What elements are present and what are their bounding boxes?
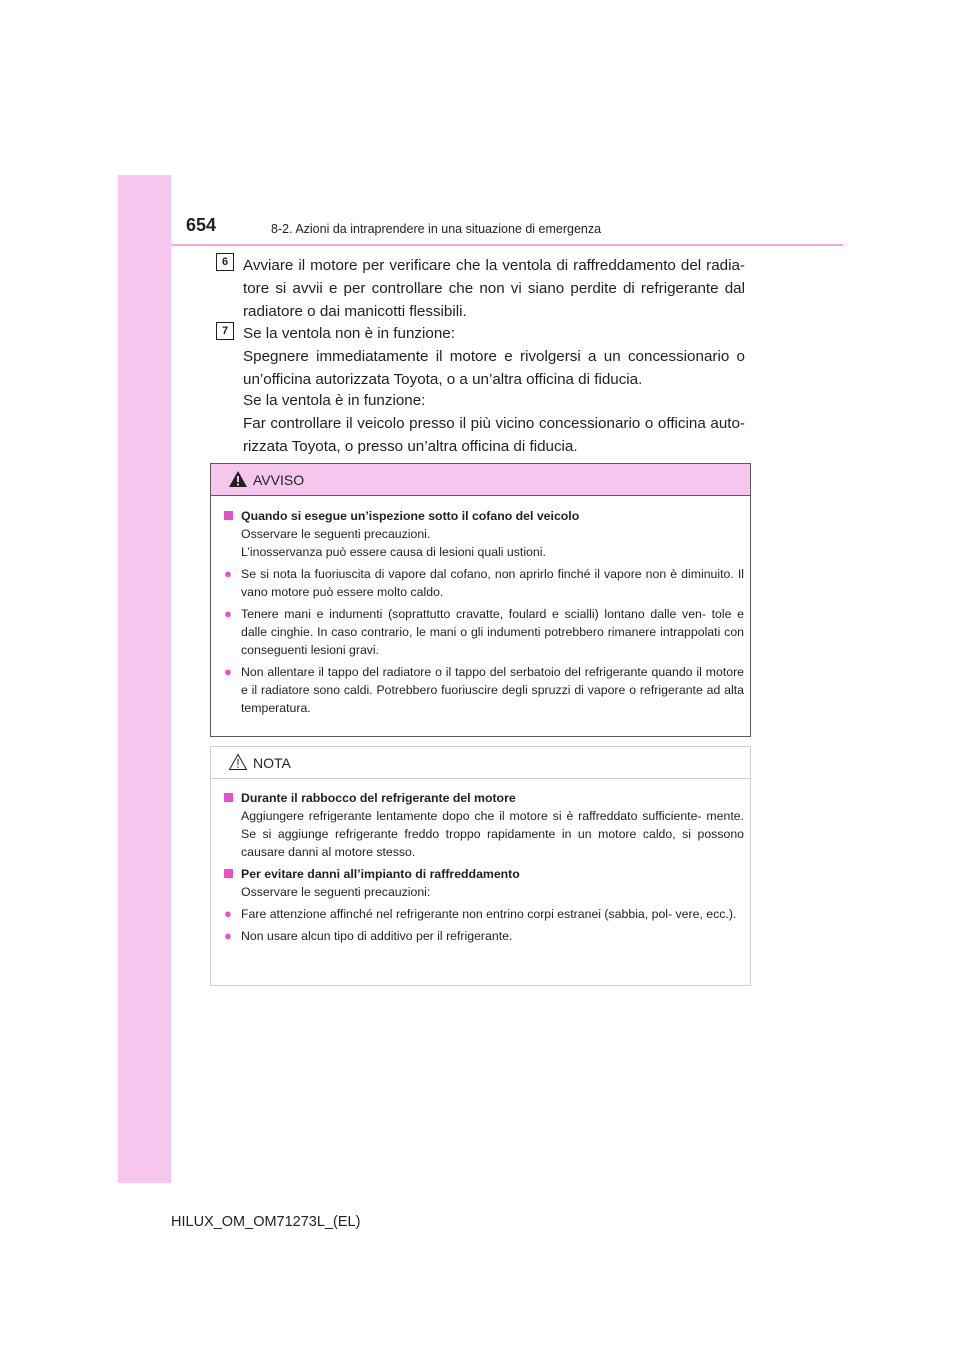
footer-doc-code: HILUX_OM_OM71273L_(EL) xyxy=(171,1214,361,1230)
step-6-line: tore si avvii e per controllare che non vi siano perdite di refrigerante dal xyxy=(243,280,745,297)
note-text xyxy=(221,807,744,861)
warning-intro: Osservare le seguenti precauzioni. xyxy=(241,527,431,541)
step-number-6: 6 xyxy=(216,253,234,271)
warning-bullet xyxy=(221,565,744,601)
bullet-dot-icon: ● xyxy=(224,928,232,943)
note-header xyxy=(211,747,750,779)
step-7-line: rizzata Toyota, o presso un’altra officina di fiducia. xyxy=(243,438,578,455)
bullet-line: diminuito. Il vano motore può essere molto caldo. xyxy=(241,567,745,599)
bullet-dot-icon: ● xyxy=(224,664,232,679)
step-6-line: Avviare il motore per verificare che la ventola di raffreddamento del radia- xyxy=(243,257,745,274)
warning-body xyxy=(221,507,744,717)
bullet-line: tole e dalle cinghie. In caso contrario, le mani o gli indumenti potrebbero rimanere xyxy=(241,607,744,639)
warning-header xyxy=(211,464,750,496)
step-6-text xyxy=(243,254,745,323)
note-text: Osservare le seguenti precauzioni: xyxy=(241,885,431,899)
bullet-line: Se si nota la fuoriuscita di vapore dal cofano, non aprirlo finché il vapore non è xyxy=(241,567,678,581)
page-number: 654 xyxy=(186,215,217,235)
bullet-dot-icon: ● xyxy=(224,906,232,921)
note-line: possono causare danni al motore stesso. xyxy=(241,827,744,859)
bullet-line: intrappolati con conseguenti lesioni gravi. xyxy=(241,625,745,657)
warning-bullet xyxy=(221,663,744,717)
step-7-line: Se la ventola non è in funzione: xyxy=(243,325,455,342)
step-7-block-2 xyxy=(243,389,745,458)
warning-heading: Quando si esegue un’ispezione sotto il cofano del veicolo xyxy=(221,507,744,525)
bullet-line: Non allentare il tappo del radiatore o il tappo del serbatoio del refrigerante quando xyxy=(241,665,693,679)
bullet-dot-icon: ● xyxy=(224,566,232,581)
note-bullet xyxy=(221,927,744,945)
bullet-line: refrigerante ad alta temperatura. xyxy=(241,683,744,715)
note-line: Aggiungere refrigerante lentamente dopo che il motore si è raffreddato sufficiente- xyxy=(241,809,702,823)
bullet-dot-icon: ● xyxy=(224,606,232,621)
section-title: 8-2. Azioni da intraprendere in una situazione di emergenza xyxy=(271,222,602,236)
step-7-block-1 xyxy=(243,322,745,391)
note-body xyxy=(221,789,744,945)
step-7-line: Far controllare il veicolo presso il più vicino concessionario o officina auto- xyxy=(243,415,745,432)
note-title: NOTA xyxy=(253,755,291,771)
note-heading: Per evitare danni all’impianto di raffreddamento xyxy=(221,865,744,883)
bullet-line: Tenere mani e indumenti (soprattutto cravatte, foulard e scialli) lontano dalle ven- xyxy=(241,607,706,621)
warning-intro: L’inosservanza può essere causa di lesioni quali ustioni. xyxy=(241,545,546,559)
step-6-line: radiatore o dai manicotti flessibili. xyxy=(243,303,467,320)
bullet-line: Non usare alcun tipo di additivo per il refrigerante. xyxy=(241,929,513,943)
warning-box xyxy=(210,463,751,737)
bullet-line: vere, ecc.). xyxy=(675,907,737,921)
caution-triangle-icon xyxy=(228,753,248,771)
header-rule xyxy=(171,244,843,246)
step-number-7: 7 xyxy=(216,322,234,340)
warning-title: AVVISO xyxy=(253,472,305,488)
note-bullet xyxy=(221,905,744,923)
bullet-line: Fare attenzione affinché nel refrigerante non entrino corpi estranei (sabbia, pol- xyxy=(241,907,673,921)
step-7-line: Spegnere immediatamente il motore e rivolgersi a un concessionario o xyxy=(243,348,745,365)
note-line: mente. Se si aggiunge refrigerante freddo troppo rapidamente in un motore caldo, si xyxy=(241,809,745,841)
side-tab-bar xyxy=(118,175,171,1183)
warning-triangle-icon xyxy=(228,470,248,488)
warning-bullet xyxy=(221,605,744,659)
bullet-line: il motore e il radiatore sono caldi. Potrebbero fuoriuscire degli spruzzi di vapore o xyxy=(241,665,745,697)
note-heading: Durante il rabbocco del refrigerante del motore xyxy=(221,789,744,807)
step-7-line: un’officina autorizzata Toyota, o a un’altra officina di fiducia. xyxy=(243,371,643,388)
note-box xyxy=(210,746,751,986)
step-7-line: Se la ventola è in funzione: xyxy=(243,392,426,409)
